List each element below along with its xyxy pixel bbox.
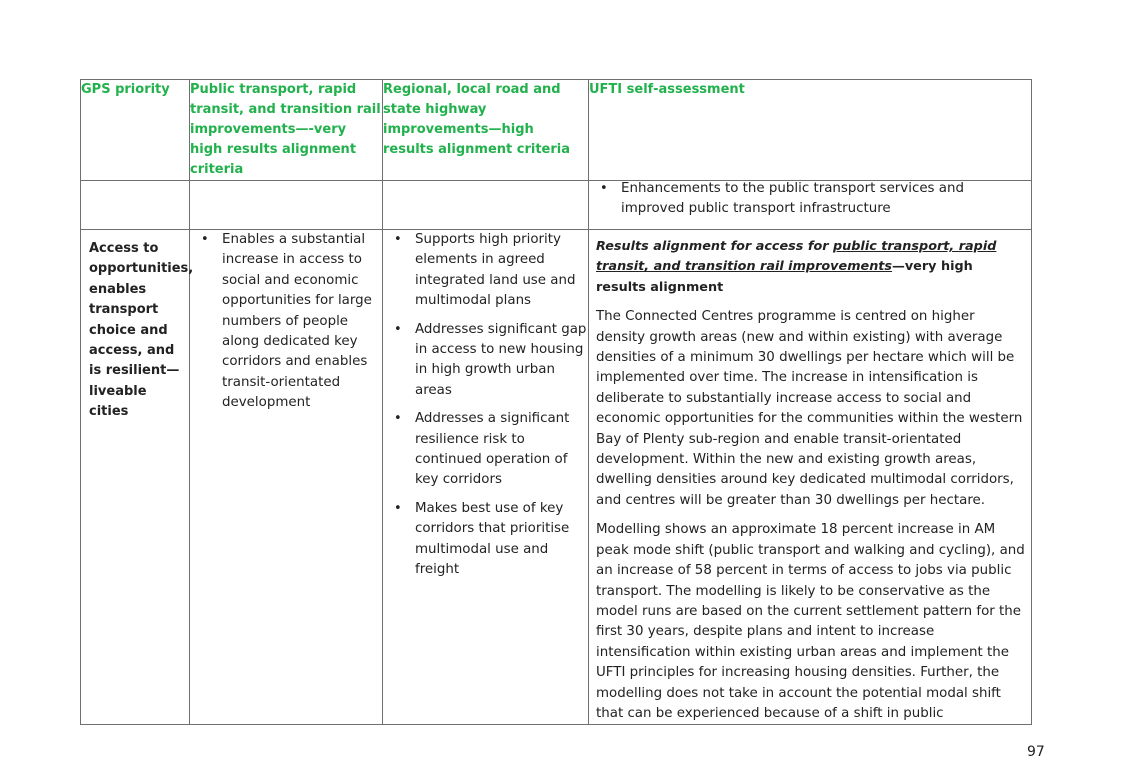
page-number: 97: [1027, 744, 1045, 760]
continuation-cell-3: [383, 181, 589, 230]
gps-priority-text: Access to opportunities, enables transport choice and access, and is resilient— liveable cities: [89, 241, 194, 420]
assessment-table: [80, 79, 1032, 725]
results-alignment-title: [596, 237, 1025, 298]
self-assessment-cell: [589, 230, 1032, 725]
header-row: [81, 80, 1032, 181]
list-item: • Addresses significant gap in access to new housing in high growth urban areas: [383, 320, 588, 402]
list-item: • Supports high priority elements in agreed integrated land use and multimodal plans: [383, 230, 588, 312]
header-ufti-self-assessment: UFTI self-assessment: [589, 80, 1032, 181]
assessment-paragraph: Modelling shows an approximate 18 percent increase in AM peak mode shift (public transport and walking and cycling), and an increase of 58 percent in terms of access to jobs via public transport. The modelling is likely to be conservative as the model runs are based on the current settlement pattern for the first 30 years, despite plans and intent to increase intensification within existing urban areas and implement the UFTI principles for increasing housing densities. Further, the modelling does not take in account the potential modal shift that can be experienced because of a shift in public: [596, 522, 1025, 721]
continuation-row: [81, 181, 1032, 230]
road-criteria-cell: [383, 230, 589, 725]
list-item: • Enables a substantial increase in access to social and economic opportunities for large numbers of people along dedicated key corridors and enables transit-orientated development: [190, 230, 382, 414]
list-item: • Enhancements to the public transport services and improved public transport infrastructure: [589, 179, 1031, 220]
continuation-cell-1: [81, 181, 190, 230]
continuation-cell-4: [589, 181, 1032, 230]
list-item: • Addresses a significant resilience risk to continued operation of key corridors: [383, 409, 588, 491]
title-underlined: public transport, rapid transit, and transition rail improvements: [596, 239, 997, 275]
main-row: [81, 230, 1032, 725]
continuation-cell-2: [190, 181, 383, 230]
title-prefix: Results alignment for access for: [596, 239, 833, 254]
assessment-paragraph: The Connected Centres programme is centred on higher density growth areas (new and within existing) with average densities of a minimum 30 dwellings per hectare which will be implemented over time. The increase in intensification is deliberate to substantially increase access to social and economic opportunities for the communities within the western Bay of Plenty sub-region and enable transit-orientated development. Within the new and existing growth areas, dwelling densities around key dedicated multimodal corridors, and centres will be greater than 30 dwellings per hectare.: [596, 309, 1023, 508]
header-regional-road: Regional, local road and state highway improvements—high results alignment criteria: [383, 80, 589, 181]
header-public-transport: Public transport, rapid transit, and transition rail improvements—-very high results alignment criteria: [190, 80, 383, 181]
header-gps-priority: GPS priority: [81, 80, 190, 181]
title-suffix: —very high results alignment: [596, 259, 973, 295]
public-transport-criteria-cell: [190, 230, 383, 725]
list-item: • Makes best use of key corridors that prioritise multimodal use and freight: [383, 499, 588, 581]
priority-cell: [81, 230, 194, 725]
